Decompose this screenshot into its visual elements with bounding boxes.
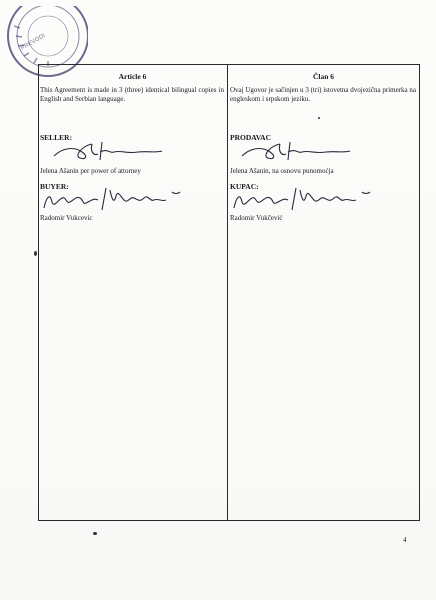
ink-speck <box>318 117 320 119</box>
buyer-signature-sr <box>230 182 390 214</box>
table-left-border <box>38 64 39 520</box>
table-right-border <box>419 64 420 520</box>
article-text-sr: Ovaj Ugovor je sačinjen u 3 (tri) istovetna dvojezična primerka na engleskom i srpskom jeziku. <box>230 86 416 103</box>
article-heading-en: Article 6 <box>118 72 147 81</box>
ink-speck <box>34 251 37 256</box>
buyer-label-sr: KUPAC: <box>230 182 259 191</box>
table-top-border <box>38 64 420 65</box>
seller-label-sr: PRODAVAC <box>230 133 271 142</box>
buyer-name-en: Radomir Vukcevic <box>40 214 93 222</box>
buyer-label-en: BUYER: <box>40 182 69 191</box>
buyer-signature-en <box>40 182 200 214</box>
seller-signature-en <box>52 138 182 166</box>
page-number: 4 <box>403 536 407 544</box>
seller-name-sr: Jelena Ašanin, na osnovu punomoćja <box>230 167 334 175</box>
ink-speck <box>93 532 97 535</box>
buyer-name-sr: Radomir Vukčević <box>230 214 283 222</box>
article-heading-sr: Član 6 <box>312 72 335 81</box>
seller-label-en: SELLER: <box>40 133 73 142</box>
table-bottom-border <box>38 520 420 521</box>
seller-signature-sr <box>240 138 370 166</box>
article-text-en: This Agreement is made in 3 (three) identical bilingual copies in English and Serbian language. <box>40 86 224 103</box>
table-column-divider <box>227 64 228 520</box>
seller-name-en: Jelena Ašanin per power of attorney <box>40 167 141 175</box>
svg-text:PREVODI: PREVODI <box>20 33 47 52</box>
stamp-seal <box>4 6 88 78</box>
